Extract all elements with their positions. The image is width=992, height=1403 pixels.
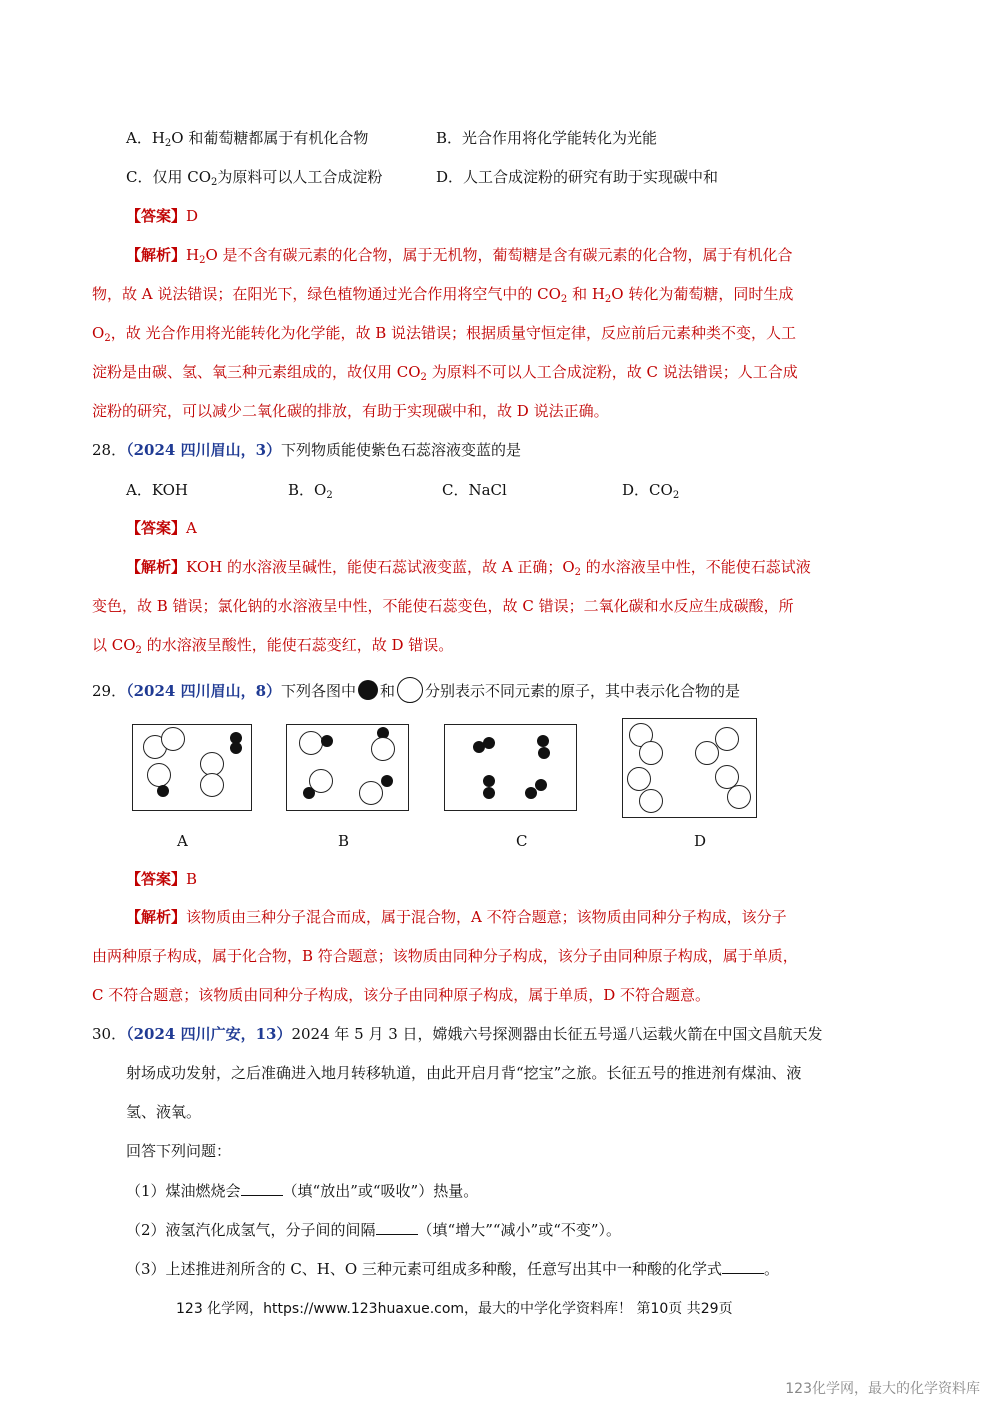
q27-analysis-line: 淀粉的研究，可以减少二氧化碳的排放，有助于实现碳中和，故 D 说法正确。 [92, 402, 609, 420]
diagram-caption: D [694, 832, 707, 850]
q30-sub-question-2: （2）液氢汽化成氢气，分子间的间隔 （填“增大”“减小”或“不变”）。 [126, 1221, 622, 1239]
q29-analysis-line: 由两种原子构成，属于化合物，B 符合题意；该物质由同种分子构成，该分子由同种原子构成，属于单质， [92, 947, 798, 965]
black-atom [535, 779, 547, 791]
diagram-d [622, 718, 757, 818]
q28-option-d: D．$CO_2$ [622, 481, 680, 501]
diagram-caption: A [177, 832, 188, 850]
diagram-a [132, 724, 252, 811]
white-atom-icon [397, 677, 423, 703]
q30-sub-question-1: （1）煤油燃烧会 （填“放出”或“吸收”）热量。 [126, 1182, 479, 1200]
white-atom [359, 781, 383, 805]
white-atom [161, 727, 185, 751]
white-atom [639, 789, 663, 813]
white-atom [200, 773, 224, 797]
diagram-caption: C [516, 832, 528, 850]
q28-stem: 28．（2024 四川眉山，3）下列物质能使紫色石蕊溶液变蓝的是 [92, 441, 522, 459]
black-atom [303, 787, 315, 799]
q28-analysis-line: 【解析】KOH 的水溶液呈碱性，能使石蕊试液变蓝，故 A 正确；$O_2$ 的水溶液呈中性，不能使石蕊试液 [126, 558, 811, 578]
q27-option-c: C．仅用 $CO_2$为原料可以人工合成淀粉 [126, 168, 383, 188]
black-atom [321, 735, 333, 747]
q27-option-b: B．光合作用将化学能转化为光能 [436, 129, 658, 147]
q29-stem: 29．（2024 四川眉山，8）下列各图中 和 分别表示不同元素的原子，其中表示化合物的是 [92, 677, 740, 704]
white-atom [147, 763, 171, 787]
q29-answer: 【答案】B [126, 870, 198, 888]
q27-option-d: D．人工合成淀粉的研究有助于实现碳中和 [436, 168, 719, 186]
q27-option-a: A．$H_2O$ 和葡萄糖都属于有机化合物 [126, 129, 369, 149]
black-atom [483, 775, 495, 787]
white-atom [715, 727, 739, 751]
white-atom [371, 737, 395, 761]
q30-stem-line: 氢、液氧。 [126, 1103, 202, 1121]
answer-blank[interactable] [241, 1182, 283, 1196]
q28-option-a: A．KOH [126, 481, 189, 499]
watermark: 123化学网，最大的化学资料库 [785, 1381, 980, 1397]
q27-analysis-line: $O_2$，故 光合作用将光能转化为化学能，故 B 说法错误；根据质量守恒定律，反应前后元素种类不变，人工 [92, 324, 797, 344]
q28-option-c: C．NaCl [442, 481, 507, 499]
black-atom-icon [358, 680, 378, 700]
black-atom [157, 785, 169, 797]
black-atom [537, 735, 549, 747]
q29-analysis-line: 【解析】该物质由三种分子混合而成，属于混合物，A 不符合题意；该物质由同种分子构成，该分子 [126, 908, 787, 926]
black-atom [381, 775, 393, 787]
q27-analysis-line: 物，故 A 说法错误；在阳光下，绿色植物通过光合作用将空气中的 $CO_2$ 和 $H_2O$ 转化为葡萄糖，同时生成 [92, 285, 794, 305]
diagram-caption: B [338, 832, 350, 850]
q27-analysis-line: 【解析】$H_2O$ 是不含有碳元素的化合物，属于无机物，葡萄糖是含有碳元素的化合物，属于有机化合 [126, 246, 793, 266]
q29-analysis-line: C 不符合题意；该物质由同种分子构成，该分子由同种原子构成，属于单质，D 不符合题意。 [92, 986, 711, 1004]
q28-answer: 【答案】A [126, 519, 197, 537]
black-atom [483, 787, 495, 799]
q30-stem-line: 射场成功发射，之后准确进入地月转移轨道，由此开启月背“挖宝”之旅。长征五号的推进剂有煤油、液 [126, 1064, 802, 1082]
answer-blank[interactable] [722, 1260, 764, 1274]
q27-answer: 【答案】D [126, 207, 199, 225]
q30-sub-question-3: （3）上述推进剂所含的 C、H、O 三种元素可组成多种酸，任意写出其中一种酸的化学式 。 [126, 1260, 779, 1278]
black-atom [483, 737, 495, 749]
white-atom [639, 741, 663, 765]
q30-stem: 30．（2024 四川广安，13）2024 年 5 月 3 日，嫦娥六号探测器由长征五号遥八运载火箭在中国文昌航天发 [92, 1025, 823, 1043]
diagram-c [444, 724, 577, 811]
q27-analysis-line: 淀粉是由碳、氢、氧三种元素组成的，故仅用 $CO_2$ 为原料不可以人工合成淀粉，故 C 说法错误；人工合成 [92, 363, 798, 383]
white-atom [727, 785, 751, 809]
q30-prompt: 回答下列问题： [126, 1142, 232, 1160]
white-atom [299, 731, 323, 755]
page-footer: 123 化学网，https://www.123huaxue.com，最大的中学化学资料库！ 第10页 共29页 [176, 1301, 733, 1317]
white-atom [627, 767, 651, 791]
black-atom [538, 747, 550, 759]
black-atom [230, 742, 242, 754]
diagram-b [286, 724, 409, 811]
black-atom [525, 787, 537, 799]
q28-option-b: B．$O_2$ [288, 481, 333, 501]
answer-blank[interactable] [376, 1221, 418, 1235]
q28-analysis-line: 变色，故 B 错误；氯化钠的水溶液呈中性，不能使石蕊变色，故 C 错误；二氧化碳和水反应生成碳酸，所 [92, 597, 794, 615]
q28-analysis-line: 以 $CO_2$ 的水溶液呈酸性，能使石蕊变红，故 D 错误。 [92, 636, 454, 656]
